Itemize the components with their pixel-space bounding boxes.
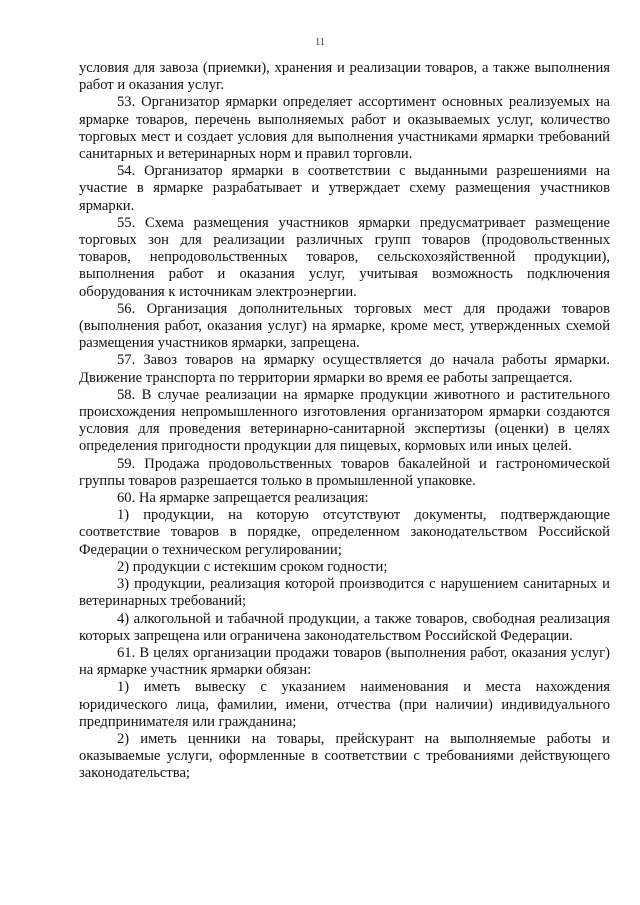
paragraph-55: 55. Схема размещения участников ярмарки предусматривает размещение торговых зон для реализации различных групп товаров (продовольственных товаров, непродовольственных товаров, сельскохозяйственной продукции), выполнения работ и оказания услуг, учитывая возможность подключения оборудования к источникам электроэнергии. bbox=[79, 214, 610, 300]
document-body bbox=[79, 60, 610, 783]
paragraph-57: 57. Завоз товаров на ярмарку осуществляется до начала работы ярмарки. Движение транспорта по территории ярмарки во время ее работы запрещается. bbox=[79, 352, 610, 386]
paragraph-61: 61. В целях организации продажи товаров (выполнения работ, оказания услуг) на ярмарке участник ярмарки обязан: bbox=[79, 644, 610, 679]
paragraph-60: 60. На ярмарке запрещается реализация: bbox=[117, 490, 369, 507]
list-item-60-4: 4) алкогольной и табачной продукции, а также товаров, свободная реализация которых запрещена или ограничена законодательством Российской Федерации. bbox=[79, 610, 610, 644]
paragraph-continuation: условия для завоза (приемки), хранения и реализации товаров, а также выполнения работ и оказания услуг. bbox=[79, 60, 610, 94]
list-item-61-2: 2) иметь ценники на товары, прейскурант на выполняемые работы и оказываемые услуги, оформленные в соответствии с требованиями действующего законодательства; bbox=[79, 730, 610, 782]
paragraph-59: 59. Продажа продовольственных товаров бакалейной и гастрономической группы товаров разрешается только в промышленной упаковке. bbox=[79, 455, 610, 489]
list-item-60-2: 2) продукции с истекшим сроком годности; bbox=[117, 558, 388, 575]
paragraph-58: 58. В случае реализации на ярмарке продукции животного и растительного происхождения непромышленного изготовления организатором ярмарки создаются условия для проведения ветеринарно-санитарной экспертизы (оценки) в целях определения пригодности продукции для пищевых, кормовых или иных целей. bbox=[79, 386, 610, 455]
paragraph-53: 53. Организатор ярмарки определяет ассортимент основных реализуемых на ярмарке товаров, перечень выполняемых работ и оказываемых услуг, количество торговых мест и создает условия для выполнения участниками ярмарки требований санитарных и ветеринарных норм и правил торговли. bbox=[79, 94, 610, 163]
list-item-60-1: 1) продукции, на которую отсутствуют документы, подтверждающие соответствие товаров в порядке, определенном законодательством Российской Федерации о техническом регулировании; bbox=[79, 507, 610, 558]
list-item-60-3: 3) продукции, реализация которой производится с нарушением санитарных и ветеринарных требований; bbox=[79, 576, 610, 610]
paragraph-56: 56. Организация дополнительных торговых мест для продажи товаров (выполнения работ, оказания услуг) на ярмарке, кроме мест, утвержденных схемой размещения участников ярмарки, запрещена. bbox=[79, 300, 610, 352]
page-number: 11 bbox=[315, 37, 325, 48]
paragraph-54: 54. Организатор ярмарки в соответствии с выданными разрешениями на участие в ярмарке разрабатывает и утверждает схему размещения участников ярмарки. bbox=[79, 163, 610, 214]
list-item-61-1: 1) иметь вывеску с указанием наименования и места нахождения юридического лица, фамилии, имени, отчества (при наличии) индивидуального предпринимателя или гражданина; bbox=[79, 679, 610, 730]
